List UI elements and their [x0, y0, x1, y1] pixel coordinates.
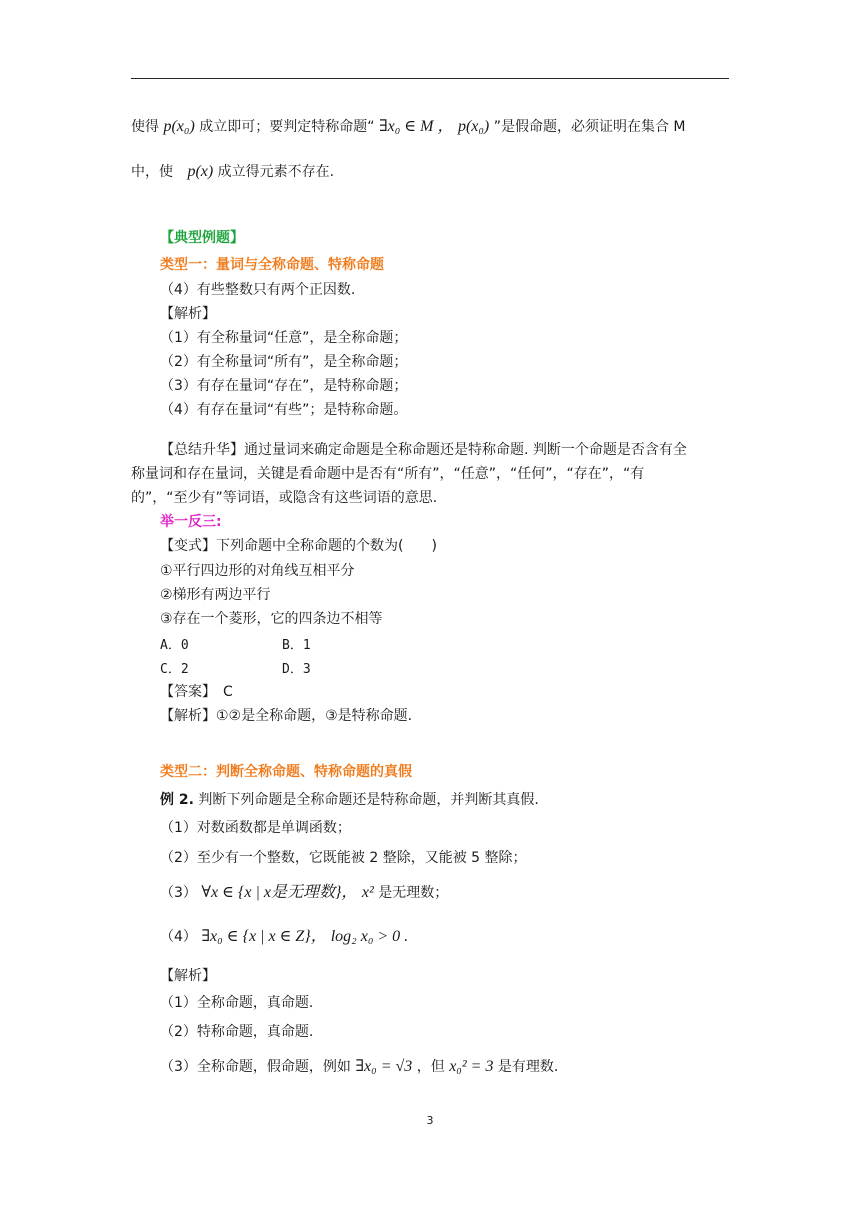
summary-line-1 [160, 440, 687, 460]
example2-stem [160, 790, 539, 810]
example2-p2: （2）至少有一个整数，它既能被 2 整除，又能被 5 整除； [160, 850, 527, 866]
text: （3）全称命题，假命题，例如 [160, 1059, 351, 1075]
formula: p(x₀) [163, 118, 195, 135]
bianshi-answer: 【答案】 C [160, 684, 233, 700]
para-line-2 [131, 162, 334, 182]
text: 是有理数. [497, 1059, 559, 1075]
example2-p4 [160, 927, 408, 947]
item-4: （4）有些整数只有两个正因数. [160, 282, 356, 298]
option-a: A．0 [160, 638, 189, 653]
formula: ∃x₀ ∈ {x | x ∈ Z}， log₂ x₀ > 0 . [201, 928, 409, 945]
example2-answer-2: （2）特称命题，真命题. [160, 1024, 314, 1040]
text: 通过量词来确定命题是全称命题还是特称命题. 判断一个命题是否含有全 [244, 442, 687, 458]
header-rule [131, 78, 729, 79]
text: 是无理数； [378, 885, 449, 901]
option-b: B．1 [282, 638, 311, 653]
jiexi-line-4: （4）有存在量词“有些”；是特称命题。 [160, 402, 408, 418]
formula: x² [361, 884, 374, 901]
formula: p(x₀) [457, 118, 490, 135]
text: （3） [160, 885, 197, 901]
jiexi-line-3: （3）有存在量词“存在”，是特称命题； [160, 378, 408, 394]
bianshi-analysis: 【解析】①②是全称命题，③是特称命题. [160, 708, 413, 724]
option-d: D．3 [282, 662, 311, 677]
example-label: 例 2. [160, 792, 194, 808]
formula: ∃x₀ = √3 [355, 1058, 413, 1075]
example2-answer-1: （1）全称命题，真命题. [160, 995, 314, 1011]
text: 判断下列命题是全称命题还是特称命题，并判断其真假. [198, 792, 539, 808]
formula: x₀² = 3 [449, 1058, 494, 1075]
example2-jiexi-heading: 【解析】 [160, 968, 216, 984]
example2-answer-3 [160, 1057, 558, 1077]
text: 使得 [131, 119, 159, 135]
formula: ∀x ∈ {x | x是无理数}， [201, 884, 358, 901]
para-line-1 [131, 117, 686, 137]
formula: p(x) [187, 163, 214, 180]
type1-title: 类型一：量词与全称命题、特称命题 [160, 257, 384, 273]
juyi-heading: 举一反三: [160, 514, 222, 530]
text: ，但 [416, 1059, 445, 1075]
bianshi-stem: 【变式】下列命题中全称命题的个数为( ) [160, 538, 437, 554]
summary-line-3: 的”，“至少有”等词语，或隐含有这些词语的意思. [131, 490, 438, 506]
text: 中，使 [131, 164, 173, 180]
jiexi-heading: 【解析】 [160, 306, 216, 322]
bianshi-statement-1: ①平行四边形的对角线互相平分 [160, 563, 355, 579]
summary-line-2: 称量词和存在量词，关键是看命题中是否有“所有”，“任意”，“任何”，“存在”，“有 [131, 466, 645, 482]
bianshi-statement-2: ②梯形有两边平行 [160, 587, 271, 603]
page-number: 3 [426, 1114, 434, 1127]
example2-p1: （1）对数函数都是单调函数； [160, 820, 351, 836]
example2-p3 [160, 883, 448, 903]
type2-title: 类型二：判断全称命题、特称命题的真假 [160, 764, 412, 780]
text: ”是假命题，必须证明在集合 M [493, 119, 686, 135]
text: 成立得元素不存在. [217, 164, 335, 180]
text: （4） [160, 929, 197, 945]
section-heading: 【典型例题】 [160, 230, 244, 246]
jiexi-line-2: （2）有全称量词“所有”，是全称命题； [160, 354, 408, 370]
text: 成立即可；要判定特称命题“ [199, 119, 375, 135]
option-c: C．2 [160, 662, 189, 677]
jiexi-line-1: （1）有全称量词“任意”，是全称命题； [160, 330, 408, 346]
formula: ∃x₀ ∈ M ， [378, 118, 454, 135]
summary-heading: 【总结升华】 [160, 442, 244, 458]
bianshi-statement-3: ③存在一个菱形，它的四条边不相等 [160, 611, 383, 627]
